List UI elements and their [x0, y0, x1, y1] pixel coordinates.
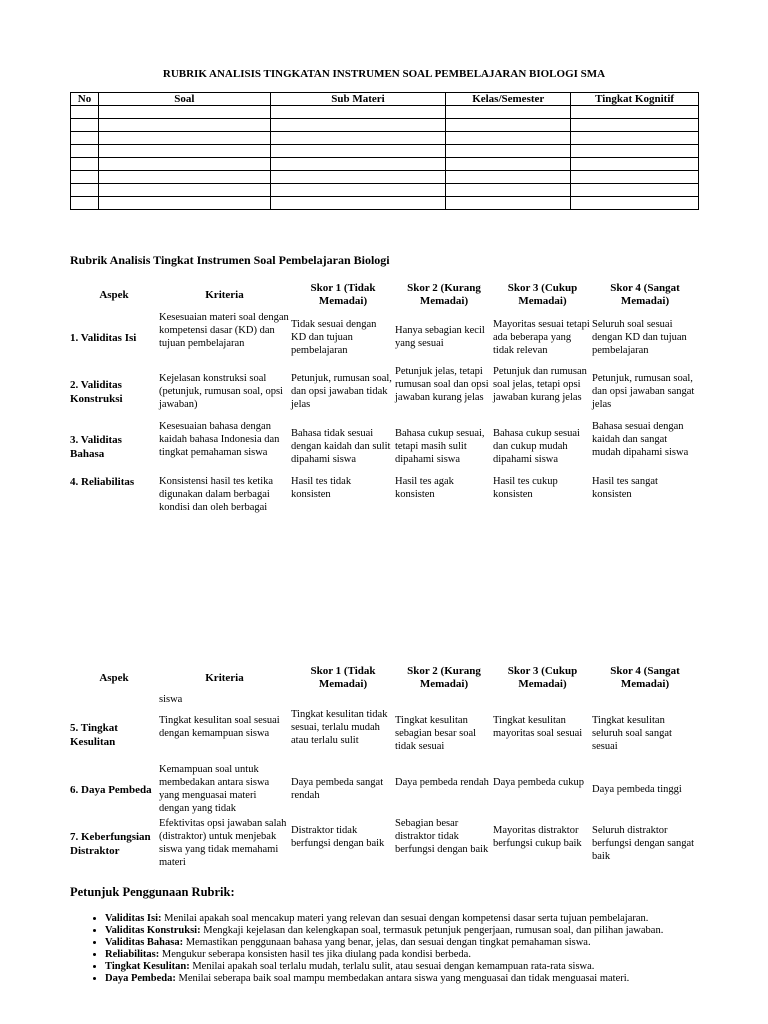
score-3-cell: Petunjuk dan rumusan soal jelas, tetapi opsi jawaban kurang jelas: [493, 366, 587, 403]
score-2-cell: Petunjuk jelas, tetapi rumusan soal dan opsi jawaban kurang jelas: [395, 366, 489, 403]
criteria-cell: Kemampuan soal untuk membedakan antara siswa yang menguasai materi dengan yang tidak: [159, 764, 270, 814]
score-2-cell: Hasil tes agak konsisten: [395, 476, 454, 500]
table-row: [71, 158, 699, 171]
score-1-cell: Tingkat kesulitan tidak sesuai, terlalu mudah atau terlalu sulit: [291, 709, 388, 746]
score-3-cell: Tingkat kesulitan mayoritas soal sesuai: [493, 715, 583, 739]
score-4-cell: Hasil tes sangat konsisten: [592, 476, 658, 500]
score-1-cell: Tidak sesuai dengan KD dan tujuan pembelajaran: [291, 319, 377, 356]
score-1-cell: Bahasa tidak sesuai dengan kaidah dan sulit dipahami siswa: [291, 428, 391, 465]
aspect-validitas-konstruksi: 2. Validitas Konstruksi: [70, 379, 123, 405]
usage-instructions-list: [70, 913, 745, 985]
score-3-cell: Mayoritas sesuai tetapi ada beberapa yang tidak relevan: [493, 319, 590, 356]
header-kriteria: Kriteria: [205, 672, 244, 684]
header-skor-1: Skor 1 (Tidak Memadai): [310, 665, 376, 690]
rubric-title: Rubrik Analisis Tingkat Instrumen Soal Pembelajaran Biologi: [70, 253, 390, 267]
header-skor-2: Skor 2 (Kurang Memadai): [407, 282, 481, 307]
score-1-cell: Hasil tes tidak konsisten: [291, 476, 352, 500]
question-table: [70, 92, 699, 210]
header-aspek: Aspek: [99, 289, 129, 301]
header-skor-1: Skor 1 (Tidak Memadai): [310, 282, 376, 307]
score-1-cell: Daya pembeda sangat rendah: [291, 777, 384, 801]
score-4-cell: Daya pembeda tinggi: [592, 784, 682, 795]
aspect-tingkat-kesulitan: 5. Tingkat Kesulitan: [70, 722, 118, 748]
list-item: • Daya Pembeda: Menilai seberapa baik soal mampu membedakan antara siswa yang menguasai dan tidak menguasai materi.: [105, 973, 745, 985]
aspect-reliabilitas: 4. Reliabilitas: [70, 476, 135, 488]
table-row: [71, 184, 699, 197]
aspect-validitas-isi: 1. Validitas Isi: [70, 332, 137, 344]
header-skor-4: Skor 4 (Sangat Memadai): [610, 282, 680, 307]
score-2-cell: Daya pembeda rendah: [395, 777, 489, 788]
header-skor-3: Skor 3 (Cukup Memadai): [507, 665, 578, 690]
column-header-soal: Soal: [98, 93, 270, 106]
score-3-cell: Bahasa cukup sesuai dan cukup mudah dipahami siswa: [493, 428, 580, 465]
table-row: [71, 119, 699, 132]
header-skor-4: Skor 4 (Sangat Memadai): [610, 665, 680, 690]
score-4-cell: Seluruh soal sesuai dengan KD dan tujuan pembelajaran: [592, 319, 687, 356]
criteria-cell: Kejelasan konstruksi soal (petunjuk, rumusan soal, opsi jawaban): [159, 373, 283, 410]
list-item: • Reliabilitas: Mengukur seberapa konsisten hasil tes jika diulang pada kondisi berbeda.: [105, 949, 745, 961]
document-title: RUBRIK ANALISIS TINGKATAN INSTRUMEN SOAL PEMBELAJARAN BIOLOGI SMA: [162, 68, 606, 80]
table-row: [71, 171, 699, 184]
aspect-keberfungsian-distraktor: 7. Keberfungsian Distraktor: [70, 831, 151, 857]
column-header-kelas-semester: Kelas/Semester: [446, 93, 571, 106]
table-row: [71, 145, 699, 158]
score-2-cell: Sebagian besar distraktor tidak berfungsi dengan baik: [395, 818, 489, 855]
list-item: • Validitas Konstruksi: Mengkaji kejelasan dan kelengkapan soal, termasuk petunjuk pengerjaan, rumusan soal, dan pilihan jawaban.: [105, 925, 745, 937]
usage-instructions-title: Petunjuk Penggunaan Rubrik:: [70, 885, 235, 899]
aspect-validitas-bahasa: 3. Validitas Bahasa: [70, 434, 122, 460]
aspect-daya-pembeda: 6. Daya Pembeda: [70, 784, 152, 796]
list-item: • Validitas Bahasa: Memastikan penggunaan bahasa yang benar, jelas, dan sesuai dengan tingkat pemahaman siswa.: [105, 937, 745, 949]
criteria-cell: Kesesuaian bahasa dengan kaidah bahasa Indonesia dan tingkat pemahaman siswa: [159, 421, 280, 458]
score-1-cell: Petunjuk, rumusan soal, dan opsi jawaban tidak jelas: [291, 373, 392, 410]
score-3-cell: Mayoritas distraktor berfungsi cukup baik: [493, 825, 582, 849]
table-row: [71, 106, 699, 119]
column-header-no: No: [71, 93, 99, 106]
score-4-cell: Bahasa sesuai dengan kaidah dan sangat mudah dipahami siswa: [592, 421, 689, 458]
criteria-continuation: siswa: [159, 694, 183, 705]
criteria-cell: Tingkat kesulitan soal sesuai dengan kemampuan siswa: [159, 715, 280, 739]
score-3-cell: Daya pembeda cukup: [493, 777, 584, 788]
score-2-cell: Bahasa cukup sesuai, tetapi masih sulit dipahami siswa: [395, 428, 485, 465]
column-header-tingkat-kognitif: Tingkat Kognitif: [571, 93, 699, 106]
criteria-cell: Efektivitas opsi jawaban salah (distraktor) untuk menjebak siswa yang tidak memahami materi: [159, 818, 287, 868]
criteria-cell: Kesesuaian materi soal dengan kompetensi dasar (KD) dan tujuan pembelajaran: [159, 312, 289, 349]
criteria-cell: Konsistensi hasil tes ketika digunakan dalam berbagai kondisi dan oleh berbagai: [159, 476, 274, 513]
list-item: • Validitas Isi: Menilai apakah soal mencakup materi yang relevan dan sesuai dengan kompetensi dasar serta tujuan pembelajaran.: [105, 913, 745, 925]
score-2-cell: Hanya sebagian kecil yang sesuai: [395, 325, 485, 349]
table-row: [71, 197, 699, 210]
score-3-cell: Hasil tes cukup konsisten: [493, 476, 558, 500]
score-4-cell: Petunjuk, rumusan soal, dan opsi jawaban sangat jelas: [592, 373, 695, 410]
header-skor-2: Skor 2 (Kurang Memadai): [407, 665, 481, 690]
column-header-sub-materi: Sub Materi: [270, 93, 446, 106]
table-row: [71, 132, 699, 145]
score-4-cell: Tingkat kesulitan seluruh soal sangat sesuai: [592, 715, 672, 752]
header-skor-3: Skor 3 (Cukup Memadai): [507, 282, 578, 307]
score-2-cell: Tingkat kesulitan sebagian besar soal tidak sesuai: [395, 715, 477, 752]
score-4-cell: Seluruh distraktor berfungsi dengan sangat baik: [592, 825, 695, 862]
header-kriteria: Kriteria: [205, 289, 244, 301]
score-1-cell: Distraktor tidak berfungsi dengan baik: [291, 825, 385, 849]
header-aspek: Aspek: [99, 672, 129, 684]
list-item: • Tingkat Kesulitan: Menilai apakah soal terlalu mudah, terlalu sulit, atau sesuai dengan kemampuan rata-rata siswa.: [105, 961, 745, 973]
